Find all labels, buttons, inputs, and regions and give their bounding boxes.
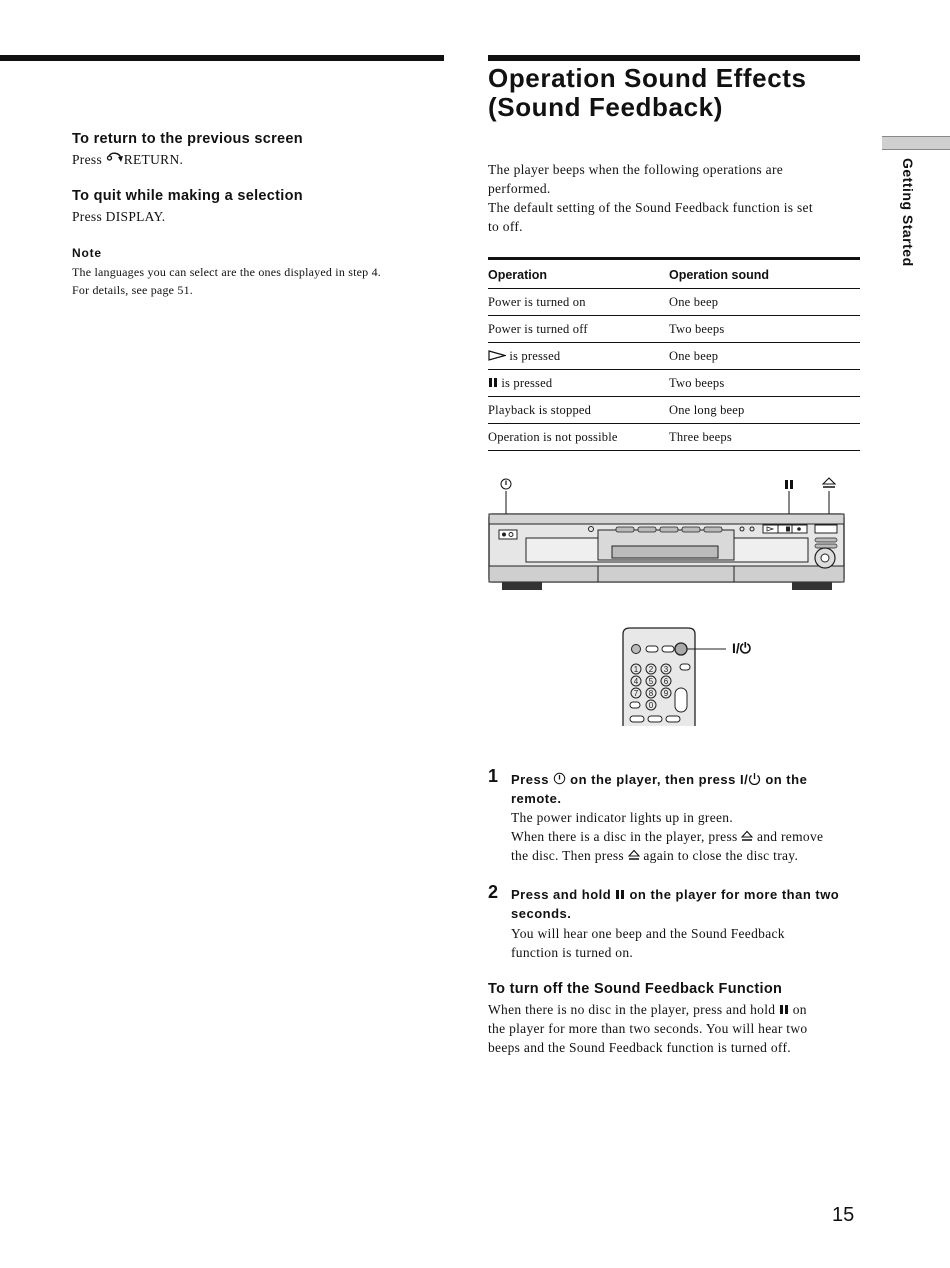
operation-table [488,257,860,451]
on-standby-icon: I/ [740,772,761,787]
pause-icon [615,889,625,900]
svg-text:3: 3 [663,665,669,674]
cell-sound: Three beeps [669,424,860,451]
note-line-1: The languages you can select are the ones displayed in step 4. [72,265,381,279]
step-1-heading: Press on the player, then press I/ on the remote. [511,772,808,806]
quit-heading: To quit while making a selection [72,188,303,204]
turn-off-heading: To turn off the Sound Feedback Function [488,981,783,997]
top-rule-right [488,55,860,61]
note-label: Note [72,246,102,260]
cell-sound: One beep [669,289,860,316]
step-1-number: 1 [488,766,499,786]
remote-power-label: I/⏻ [732,640,751,656]
cell-sound: One long beep [669,397,860,424]
svg-text:0: 0 [648,701,654,710]
quit-text: Press DISPLAY. [72,209,166,224]
return-text: Press RETURN. [72,152,184,167]
cell-operation: is pressed [488,370,669,397]
cell-operation: Operation is not possible [488,424,669,451]
page-title: Operation Sound Effects (Sound Feedback) [488,63,807,122]
return-icon [106,152,124,165]
return-heading: To return to the previous screen [72,131,303,147]
cell-sound: Two beeps [669,316,860,343]
cell-operation: Power is turned off [488,316,669,343]
svg-text:1: 1 [633,665,639,674]
play-icon [488,350,506,361]
cell-operation: is pressed [488,343,669,370]
table-row [488,370,860,397]
svg-text:2: 2 [648,665,654,674]
sidebar-tab [882,136,950,150]
svg-text:7: 7 [633,689,639,698]
intro-text: The player beeps when the following operations are performed. The default setting of the Sound Feedback function is set to off. [488,162,813,234]
top-rule-left [0,55,444,61]
cell-sound: Two beeps [669,370,860,397]
table-row [488,397,860,424]
pause-callout-icon [785,480,793,489]
power-icon [553,772,566,785]
step-2-heading: Press and hold on the player for more than two seconds. [511,887,840,921]
cell-operation: Power is turned on [488,289,669,316]
pause-icon [779,1004,789,1015]
table-row [488,316,860,343]
table-row [488,424,860,451]
step-2-body: You will hear one beep and the Sound Feedback function is turned on. [511,926,785,960]
step-1-body: The power indicator lights up in green. When there is a disc in the player, press and remove the disc. Then press again to close the disc tray. [511,810,824,863]
step-2-number: 2 [488,882,499,902]
svg-text:4: 4 [633,677,639,686]
page-number: 15 [832,1204,855,1226]
eject-icon [628,849,640,861]
power-symbol-icon [501,479,511,489]
svg-text:5: 5 [648,677,654,686]
header-operation: Operation [488,259,669,289]
table-row [488,289,860,316]
svg-text:6: 6 [663,677,669,686]
table-header-row [488,259,860,289]
pause-icon [488,377,498,388]
eject-callout-icon [823,478,835,487]
sidebar-label: Getting Started [900,158,916,267]
cell-operation: Playback is stopped [488,397,669,424]
eject-icon [741,830,753,842]
svg-text:8: 8 [648,689,654,698]
note-line-2: For details, see page 51. [72,283,193,297]
cell-sound: One beep [669,343,860,370]
turn-off-text: When there is no disc in the player, press and hold on the player for more than two seconds. You will hear two beeps and the Sound Feedback function is turned off. [488,1002,808,1055]
player-illustration [486,474,848,598]
svg-text:9: 9 [663,689,669,698]
standby-icon [748,772,761,785]
table-row [488,343,860,370]
header-sound: Operation sound [669,259,860,289]
